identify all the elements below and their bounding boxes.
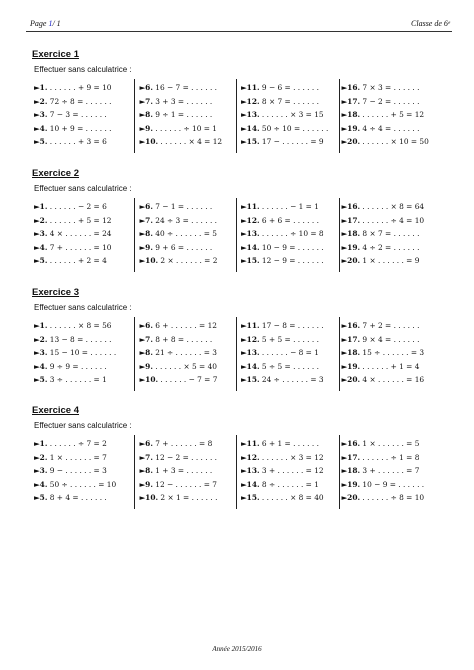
question-text: 4 ÷ 4 = . . . . . . (360, 123, 420, 133)
question-number: ►1. (34, 202, 48, 211)
question-item (140, 480, 240, 494)
question-column (239, 321, 342, 389)
question-number: ►11. (241, 321, 260, 330)
question-text: 8 × 7 = . . . . . . (259, 96, 319, 106)
question-number: ►3. (34, 466, 48, 475)
question-text: 12 − 9 = . . . . . . (259, 256, 324, 265)
question-number: ►13. (241, 229, 260, 238)
question-item (34, 335, 137, 349)
question-item (140, 362, 240, 376)
question-number: ►15. (241, 256, 260, 265)
question-item (34, 202, 137, 216)
question-text: . . . . . . × 3 = 15 (259, 110, 324, 119)
question-item (34, 256, 137, 270)
question-item (140, 321, 240, 335)
question-number: ►18. (341, 229, 361, 238)
question-item (342, 348, 445, 362)
page-number-link[interactable]: 1 (48, 19, 53, 28)
question-number: ►5. (34, 375, 48, 384)
question-item (342, 256, 445, 270)
question-text: 16 − 7 = . . . . . . (152, 83, 217, 92)
question-text: 6 + 1 = . . . . . . (259, 439, 319, 448)
question-text: 3 ÷ . . . . . . = 1 (47, 375, 107, 384)
question-text: 3 + . . . . . . = 12 (259, 466, 324, 475)
question-column (342, 321, 445, 389)
question-text: 13 − 8 = . . . . . . (47, 334, 112, 344)
question-number: ►7. (139, 96, 153, 106)
question-item (34, 348, 137, 362)
question-item (34, 362, 137, 376)
question-item (241, 375, 342, 389)
question-text: . . . . . . × 5 = 40 (152, 361, 217, 371)
question-number: ►17. (341, 215, 361, 225)
question-text: 9 − . . . . . . = 3 (47, 466, 107, 475)
question-number: ►14. (241, 242, 260, 252)
question-item (140, 137, 240, 151)
question-column (239, 83, 342, 151)
question-text: 40 ÷ . . . . . . = 5 (152, 229, 217, 238)
question-text: . . . . . . ÷ 10 = 8 (259, 229, 324, 238)
question-number: ►8. (139, 229, 153, 238)
question-text: . . . . . . × 8 = 64 (360, 202, 425, 211)
exercise-instruction: Effectuer sans calculatrice : (34, 303, 132, 312)
question-number: ►2. (34, 334, 48, 344)
question-columns (34, 321, 444, 389)
question-item (342, 439, 445, 453)
question-text: . . . . . . × 10 = 50 (360, 137, 429, 146)
question-item (140, 216, 240, 230)
question-number: ►3. (34, 229, 48, 238)
question-text: 3 + 3 = . . . . . . (152, 96, 213, 106)
question-item (342, 362, 445, 376)
question-columns (34, 202, 444, 270)
question-text: . . . . . . × 8 = 56 (47, 321, 112, 330)
question-text: 15 ÷ . . . . . . = 3 (360, 348, 425, 357)
question-item (140, 124, 240, 138)
question-item (241, 229, 342, 243)
question-number: ►3. (34, 348, 48, 357)
question-text: . . . . . . ÷ 10 = 1 (152, 123, 217, 133)
question-text: . . . . . . ÷ 8 = 10 (360, 493, 425, 502)
question-column (239, 202, 342, 270)
question-number: ►19. (341, 123, 361, 133)
question-text: . . . . . . × 8 = 40 (259, 493, 324, 502)
question-number: ►11. (241, 83, 260, 92)
question-number: ►13. (241, 110, 260, 119)
question-column (137, 321, 240, 389)
exercise-1 (32, 49, 450, 151)
question-number: ►6. (139, 202, 153, 211)
question-item (34, 321, 137, 335)
question-text: 12 − . . . . . . = 7 (152, 479, 217, 489)
question-text: . . . . . . − 2 = 6 (47, 202, 107, 211)
question-item (34, 375, 137, 389)
question-text: . . . . . . ÷ 7 = 2 (47, 439, 107, 448)
question-item (140, 83, 240, 97)
question-item (342, 493, 445, 507)
question-text: 12 − 2 = . . . . . . (152, 452, 217, 462)
question-number: ►18. (341, 348, 361, 357)
question-item (34, 137, 137, 151)
question-number: ►20. (341, 493, 361, 502)
question-item (34, 439, 137, 453)
question-item (34, 110, 137, 124)
question-number: ►6. (139, 321, 153, 330)
question-item (34, 83, 137, 97)
question-column (137, 83, 240, 151)
question-text: 7 + 2 = . . . . . . (360, 321, 420, 330)
page-indicator (30, 19, 61, 28)
question-column (34, 83, 137, 151)
question-text: 50 ÷ 10 = . . . . . . (259, 123, 329, 133)
question-number: ►13. (241, 348, 260, 357)
question-text: 7 + . . . . . . = 10 (47, 242, 112, 252)
question-number: ►17. (341, 452, 361, 462)
question-text: 4 × . . . . . . = 16 (360, 375, 425, 384)
question-number: ►17. (341, 96, 361, 106)
question-number: ►15. (241, 137, 260, 146)
question-item (140, 375, 240, 389)
question-text: 10 + 9 = . . . . . . (47, 123, 112, 133)
question-item (140, 335, 240, 349)
question-number: ►9. (139, 361, 153, 371)
question-item (34, 216, 137, 230)
page-total: / 1 (52, 19, 61, 28)
question-number: ►6. (139, 439, 153, 448)
question-text: 21 ÷ . . . . . . = 3 (152, 348, 217, 357)
question-item (342, 124, 445, 138)
question-number: ►10. (139, 137, 159, 146)
question-text: 7 − 1 = . . . . . . (152, 202, 213, 211)
question-text: 7 + . . . . . . = 8 (152, 439, 213, 448)
question-item (34, 466, 137, 480)
question-item (241, 453, 342, 467)
question-item (241, 83, 342, 97)
question-number: ►7. (139, 452, 153, 462)
exercise-title: Exercice 3 (32, 287, 80, 298)
question-number: ►12. (241, 215, 260, 225)
question-number: ►1. (34, 321, 48, 330)
question-text: . . . . . . + 5 = 12 (47, 215, 112, 225)
question-number: ►20. (341, 137, 361, 146)
question-number: ►1. (34, 83, 48, 92)
question-text: 5 + 5 = . . . . . . (259, 334, 319, 344)
question-item (241, 362, 342, 376)
question-number: ►5. (34, 256, 48, 265)
question-text: 1 × . . . . . . = 5 (360, 439, 420, 448)
question-number: ►4. (34, 242, 48, 252)
question-number: ►18. (341, 466, 361, 475)
question-number: ►4. (34, 361, 48, 371)
question-item (140, 453, 240, 467)
question-item (140, 439, 240, 453)
question-text: . . . . . . × 4 = 12 (158, 137, 223, 146)
question-number: ►16. (341, 83, 361, 92)
question-text: . . . . . . − 7 = 7 (158, 375, 218, 384)
question-number: ►8. (139, 348, 153, 357)
question-item (241, 243, 342, 257)
question-item (342, 97, 445, 111)
exercise-title: Exercice 1 (32, 49, 80, 60)
question-text: 6 + . . . . . . = 12 (152, 321, 217, 330)
question-text: 9 ÷ 1 = . . . . . . (152, 110, 213, 119)
exercise-instruction: Effectuer sans calculatrice : (34, 184, 132, 193)
page-header (26, 15, 452, 32)
question-text: 4 ÷ 2 = . . . . . . (360, 242, 420, 252)
question-text: . . . . . . + 5 = 12 (360, 110, 425, 119)
question-text: 10 − 9 = . . . . . . (360, 479, 425, 489)
question-item (342, 110, 445, 124)
question-item (342, 243, 445, 257)
question-column (137, 202, 240, 270)
question-item (241, 466, 342, 480)
question-text: 7 − 2 = . . . . . . (360, 96, 420, 106)
question-item (342, 453, 445, 467)
question-columns (34, 439, 444, 507)
question-text: 7 × 3 = . . . . . . (360, 83, 420, 92)
exercise-title: Exercice 2 (32, 168, 80, 179)
question-number: ►16. (341, 321, 361, 330)
page-prefix: Page (30, 19, 49, 28)
question-number: ►15. (241, 493, 260, 502)
question-number: ►5. (34, 493, 48, 502)
question-number: ►4. (34, 479, 48, 489)
question-text: 1 × . . . . . . = 9 (360, 256, 420, 265)
question-number: ►16. (341, 202, 361, 211)
question-number: ►14. (241, 479, 260, 489)
question-item (140, 202, 240, 216)
question-text: 17 − . . . . . . = 9 (259, 137, 324, 146)
question-number: ►10. (139, 256, 159, 265)
question-number: ►9. (139, 123, 153, 133)
question-column (342, 439, 445, 507)
page-footer: Année 2015/2016 (212, 645, 262, 653)
question-number: ►3. (34, 110, 48, 119)
question-text: 8 + 4 = . . . . . . (47, 493, 107, 502)
question-number: ►14. (241, 123, 260, 133)
question-item (140, 229, 240, 243)
question-number: ►6. (139, 83, 153, 92)
question-number: ►7. (139, 334, 153, 344)
question-text: . . . . . . − 1 = 1 (259, 202, 319, 211)
question-text: 2 × 1 = . . . . . . (158, 493, 218, 502)
question-number: ►20. (341, 256, 361, 265)
question-item (342, 137, 445, 151)
question-text: . . . . . . + 9 = 10 (47, 83, 112, 92)
question-text: 6 + 6 = . . . . . . (259, 215, 319, 225)
question-item (241, 335, 342, 349)
question-item (342, 321, 445, 335)
question-number: ►8. (139, 110, 153, 119)
question-number: ►17. (341, 334, 361, 344)
question-item (342, 83, 445, 97)
class-label: Classe de 6ᵉ (411, 19, 450, 28)
question-text: 24 ÷ . . . . . . = 3 (259, 375, 324, 384)
question-text: . . . . . . ÷ 4 = 10 (360, 215, 425, 225)
question-number: ►19. (341, 361, 361, 371)
question-text: 8 + 8 = . . . . . . (152, 334, 213, 344)
exercise-4 (32, 405, 450, 507)
question-text: 50 ÷ . . . . . . = 10 (47, 479, 117, 489)
question-item (140, 493, 240, 507)
question-number: ►1. (34, 439, 48, 448)
question-number: ►12. (241, 334, 260, 344)
question-text: . . . . . . × 3 = 12 (259, 452, 324, 462)
question-text: 15 − 10 = . . . . . . (47, 348, 117, 357)
question-text: . . . . . . + 2 = 4 (47, 256, 107, 265)
question-item (34, 480, 137, 494)
question-text: 9 + 6 = . . . . . . (152, 242, 213, 252)
question-item (34, 493, 137, 507)
question-item (34, 243, 137, 257)
question-item (241, 348, 342, 362)
question-item (140, 97, 240, 111)
question-text: 8 × 7 = . . . . . . (360, 229, 420, 238)
question-number: ►11. (241, 439, 260, 448)
question-text: 9 × 4 = . . . . . . (360, 334, 420, 344)
question-item (140, 256, 240, 270)
question-number: ►19. (341, 479, 361, 489)
question-column (34, 439, 137, 507)
question-number: ►2. (34, 96, 48, 106)
question-item (342, 216, 445, 230)
question-number: ►12. (241, 96, 260, 106)
question-text: 24 ÷ 3 = . . . . . . (152, 215, 217, 225)
question-number: ►20. (341, 375, 361, 384)
question-item (241, 216, 342, 230)
question-text: 8 ÷ . . . . . . = 1 (259, 479, 319, 489)
question-item (241, 493, 342, 507)
question-text: . . . . . . + 3 = 6 (47, 137, 107, 146)
question-text: 5 ÷ 5 = . . . . . . (259, 361, 319, 371)
question-number: ►14. (241, 361, 260, 371)
question-number: ►19. (341, 242, 361, 252)
question-number: ►16. (341, 439, 361, 448)
question-column (137, 439, 240, 507)
question-number: ►12. (241, 452, 260, 462)
question-number: ►8. (139, 466, 153, 475)
question-item (342, 466, 445, 480)
question-number: ►10. (139, 375, 159, 384)
question-text: 3 + . . . . . . = 7 (360, 466, 420, 475)
question-text: 9 ÷ 9 = . . . . . . (47, 361, 107, 371)
question-item (34, 124, 137, 138)
question-text: 72 ÷ 8 = . . . . . . (47, 96, 112, 106)
question-number: ►7. (139, 215, 153, 225)
question-item (140, 348, 240, 362)
exercise-2 (32, 168, 450, 270)
question-number: ►2. (34, 215, 48, 225)
question-item (241, 124, 342, 138)
question-number: ►2. (34, 452, 48, 462)
question-item (241, 97, 342, 111)
question-item (34, 453, 137, 467)
question-item (34, 229, 137, 243)
question-item (342, 375, 445, 389)
exercise-instruction: Effectuer sans calculatrice : (34, 65, 132, 74)
question-item (140, 466, 240, 480)
question-text: 9 − 6 = . . . . . . (259, 83, 319, 92)
question-number: ►13. (241, 466, 260, 475)
question-text: 2 × . . . . . . = 2 (158, 256, 218, 265)
question-item (241, 110, 342, 124)
question-number: ►5. (34, 137, 48, 146)
question-column (34, 202, 137, 270)
question-column (34, 321, 137, 389)
question-item (241, 480, 342, 494)
exercise-3 (32, 287, 450, 389)
question-columns (34, 83, 444, 151)
question-number: ►15. (241, 375, 260, 384)
exercise-title: Exercice 4 (32, 405, 80, 416)
question-number: ►9. (139, 479, 153, 489)
question-number: ►4. (34, 123, 48, 133)
question-item (241, 321, 342, 335)
question-item (140, 243, 240, 257)
question-item (342, 229, 445, 243)
question-text: 1 × . . . . . . = 7 (47, 452, 107, 462)
question-column (239, 439, 342, 507)
question-item (241, 256, 342, 270)
question-text: 4 × . . . . . . = 24 (47, 229, 112, 238)
question-item (34, 97, 137, 111)
question-text: 1 + 3 = . . . . . . (152, 466, 213, 475)
question-text: . . . . . . ÷ 1 = 8 (360, 452, 420, 462)
question-number: ►18. (341, 110, 361, 119)
question-item (241, 137, 342, 151)
question-number: ►11. (241, 202, 260, 211)
question-text: 17 − 8 = . . . . . . (259, 321, 324, 330)
question-number: ►9. (139, 242, 153, 252)
question-item (342, 480, 445, 494)
question-item (342, 202, 445, 216)
question-text: 10 − 9 = . . . . . . (259, 242, 324, 252)
question-text: . . . . . . + 1 = 4 (360, 361, 420, 371)
question-item (140, 110, 240, 124)
question-number: ►10. (139, 493, 159, 502)
question-item (241, 202, 342, 216)
question-text: . . . . . . − 8 = 1 (259, 348, 319, 357)
question-text: 7 − 3 = . . . . . . (47, 110, 107, 119)
question-item (342, 335, 445, 349)
question-column (342, 83, 445, 151)
question-item (241, 439, 342, 453)
exercise-instruction: Effectuer sans calculatrice : (34, 421, 132, 430)
question-column (342, 202, 445, 270)
